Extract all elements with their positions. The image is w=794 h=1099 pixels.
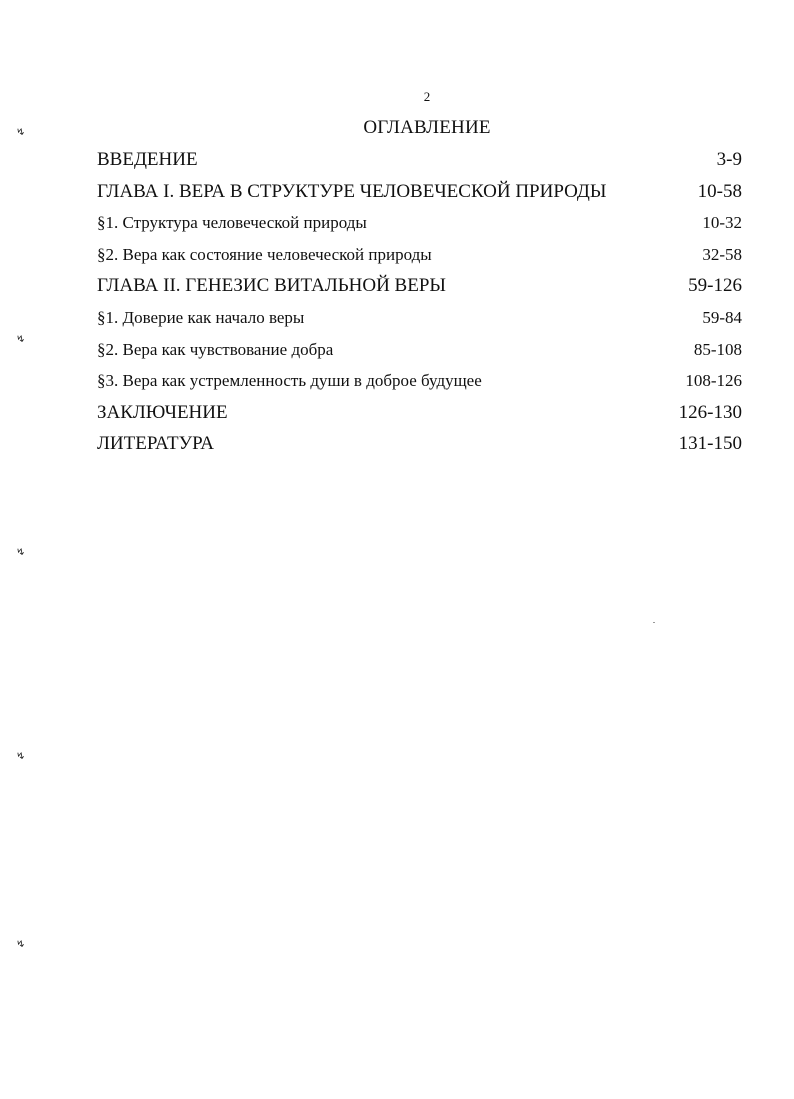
toc-entry-pages: 3-9 xyxy=(716,149,742,170)
page-title: ОГЛАВЛЕНИЕ xyxy=(363,117,491,138)
toc-entry-introduction xyxy=(97,149,742,181)
toc-entry-text: ЗАКЛЮЧЕНИЕ xyxy=(97,401,228,423)
toc-entry-text: §2. Вера как чувствование добра xyxy=(97,339,334,359)
toc-entry-pages: 10-32 xyxy=(702,213,742,233)
binding-hole-mark-icon: ↯ xyxy=(15,545,27,560)
toc-entry-chapter-2-section-2 xyxy=(97,339,742,371)
toc-entry-pages: 131-150 xyxy=(678,433,742,455)
toc-entry-chapter-2-section-1 xyxy=(97,307,742,339)
toc-entry-chapter-1 xyxy=(97,181,742,213)
binding-hole-mark-icon: ↯ xyxy=(15,332,27,347)
toc-entry-text: ЛИТЕРАТУРА xyxy=(97,433,214,455)
toc-entry-pages: 126-130 xyxy=(678,401,742,423)
toc-entry-chapter-1-section-1 xyxy=(97,212,742,244)
page-number: 2 xyxy=(423,89,431,104)
toc-entry-text: §1. Структура человеческой природы xyxy=(97,213,367,233)
toc-entry-chapter-2 xyxy=(97,275,742,307)
toc-entry-text: ГЛАВА I. ВЕРА В СТРУКТУРЕ ЧЕЛОВЕЧЕСКОЙ ПРИРОДЫ xyxy=(97,180,607,202)
binding-hole-mark-icon: ↯ xyxy=(15,125,27,140)
toc-entry-chapter-1-section-2 xyxy=(97,244,742,276)
binding-hole-mark-icon: ↯ xyxy=(15,749,27,764)
table-of-contents xyxy=(97,149,742,465)
binding-hole-mark-icon: ↯ xyxy=(15,937,27,952)
scan-speck xyxy=(653,622,655,623)
toc-entry-chapter-2-section-3 xyxy=(97,370,742,402)
toc-entry-text: ГЛАВА II. ГЕНЕЗИС ВИТАЛЬНОЙ ВЕРЫ xyxy=(97,275,446,297)
toc-entry-conclusion xyxy=(97,402,742,434)
toc-entry-pages: 59-84 xyxy=(702,307,742,327)
toc-entry-pages: 10-58 xyxy=(697,180,742,202)
toc-entry-pages: 32-58 xyxy=(702,244,742,264)
toc-entry-text: ВВЕДЕНИЕ xyxy=(97,149,198,170)
toc-entry-pages: 108-126 xyxy=(685,371,742,391)
toc-entry-bibliography xyxy=(97,433,742,465)
toc-entry-text: §2. Вера как состояние человеческой природы xyxy=(97,244,432,264)
toc-entry-pages: 59-126 xyxy=(688,275,742,297)
toc-entry-pages: 85-108 xyxy=(693,339,742,359)
toc-entry-text: §1. Доверие как начало веры xyxy=(97,307,305,327)
toc-entry-text: §3. Вера как устремленность души в доброе будущее xyxy=(97,371,482,391)
